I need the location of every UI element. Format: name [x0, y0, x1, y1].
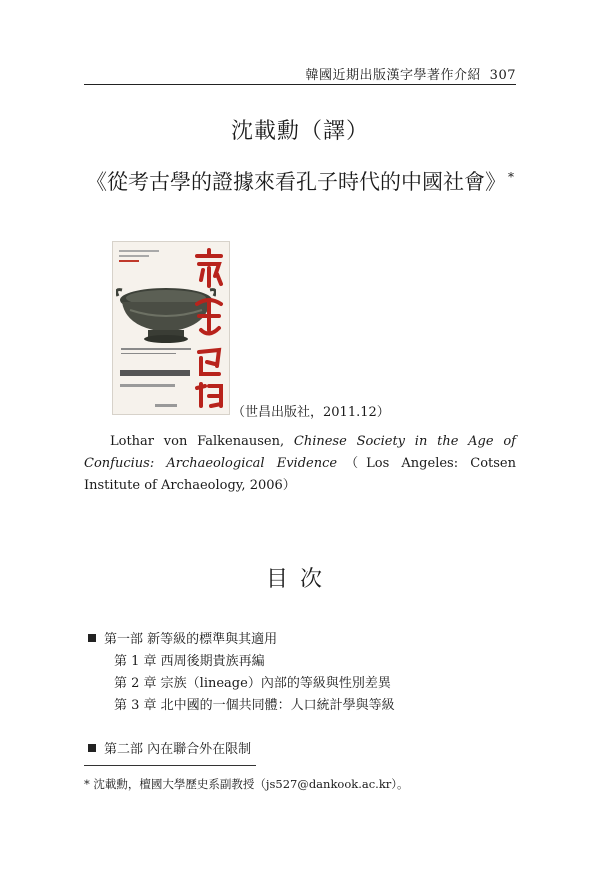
citation-author: Lothar von Falkenausen,: [110, 434, 294, 449]
toc-part-1: [88, 628, 277, 647]
red-seal-characters-icon: [191, 246, 227, 410]
running-title: 韓國近期出版漢字學著作介紹: [305, 68, 482, 83]
original-book-citation: [84, 431, 516, 497]
book-title: [70, 166, 530, 196]
cover-author-line: [120, 384, 175, 387]
toc-chapter-1: 第 1 章 西周後期貴族再編: [114, 654, 265, 669]
toc-heading: 目次: [265, 567, 334, 592]
toc-chapter-3: 第 3 章 北中國的一個共同體：人口統計學與等級: [114, 698, 395, 713]
translator-name: 沈載勳（譯）: [230, 119, 369, 144]
cover-korean-title: [120, 370, 190, 376]
bullet-square-icon: [88, 634, 96, 642]
book-cover-image: [112, 241, 230, 415]
cover-publisher: [155, 404, 177, 407]
bullet-square-icon: [88, 744, 96, 752]
toc-part-2-label: 第二部 內在聯合外在限制: [104, 742, 252, 757]
header-rule: [84, 84, 516, 85]
toc-part-2: [88, 738, 251, 757]
footnote-rule: [84, 765, 256, 766]
page-number: 307: [489, 68, 516, 83]
citation-publication: （Los Angeles: Cotsen Institute of Archaeology, 2006）: [84, 456, 516, 493]
toc-part-1-label: 第一部 新等級的標準與其適用: [104, 632, 278, 647]
footnote-marker: *: [508, 170, 514, 184]
running-header: [84, 64, 516, 83]
cover-english-title: [121, 348, 191, 358]
citation-book-title: Chinese Society in the Age of Confucius: Archaeological Evidence: [84, 434, 516, 471]
cover-series-label: [119, 250, 159, 272]
toc-chapter-2: 第 2 章 宗族（lineage）內部的等級與性別差異: [114, 676, 391, 691]
publisher-note: （世昌出版社，2011.12）: [232, 405, 390, 420]
footnote: * 沈載勳，檀國大學歷史系副教授（js527@dankook.ac.kr）。: [84, 777, 409, 791]
book-title-text: 《從考古學的證據來看孔子時代的中國社會》: [86, 170, 506, 194]
